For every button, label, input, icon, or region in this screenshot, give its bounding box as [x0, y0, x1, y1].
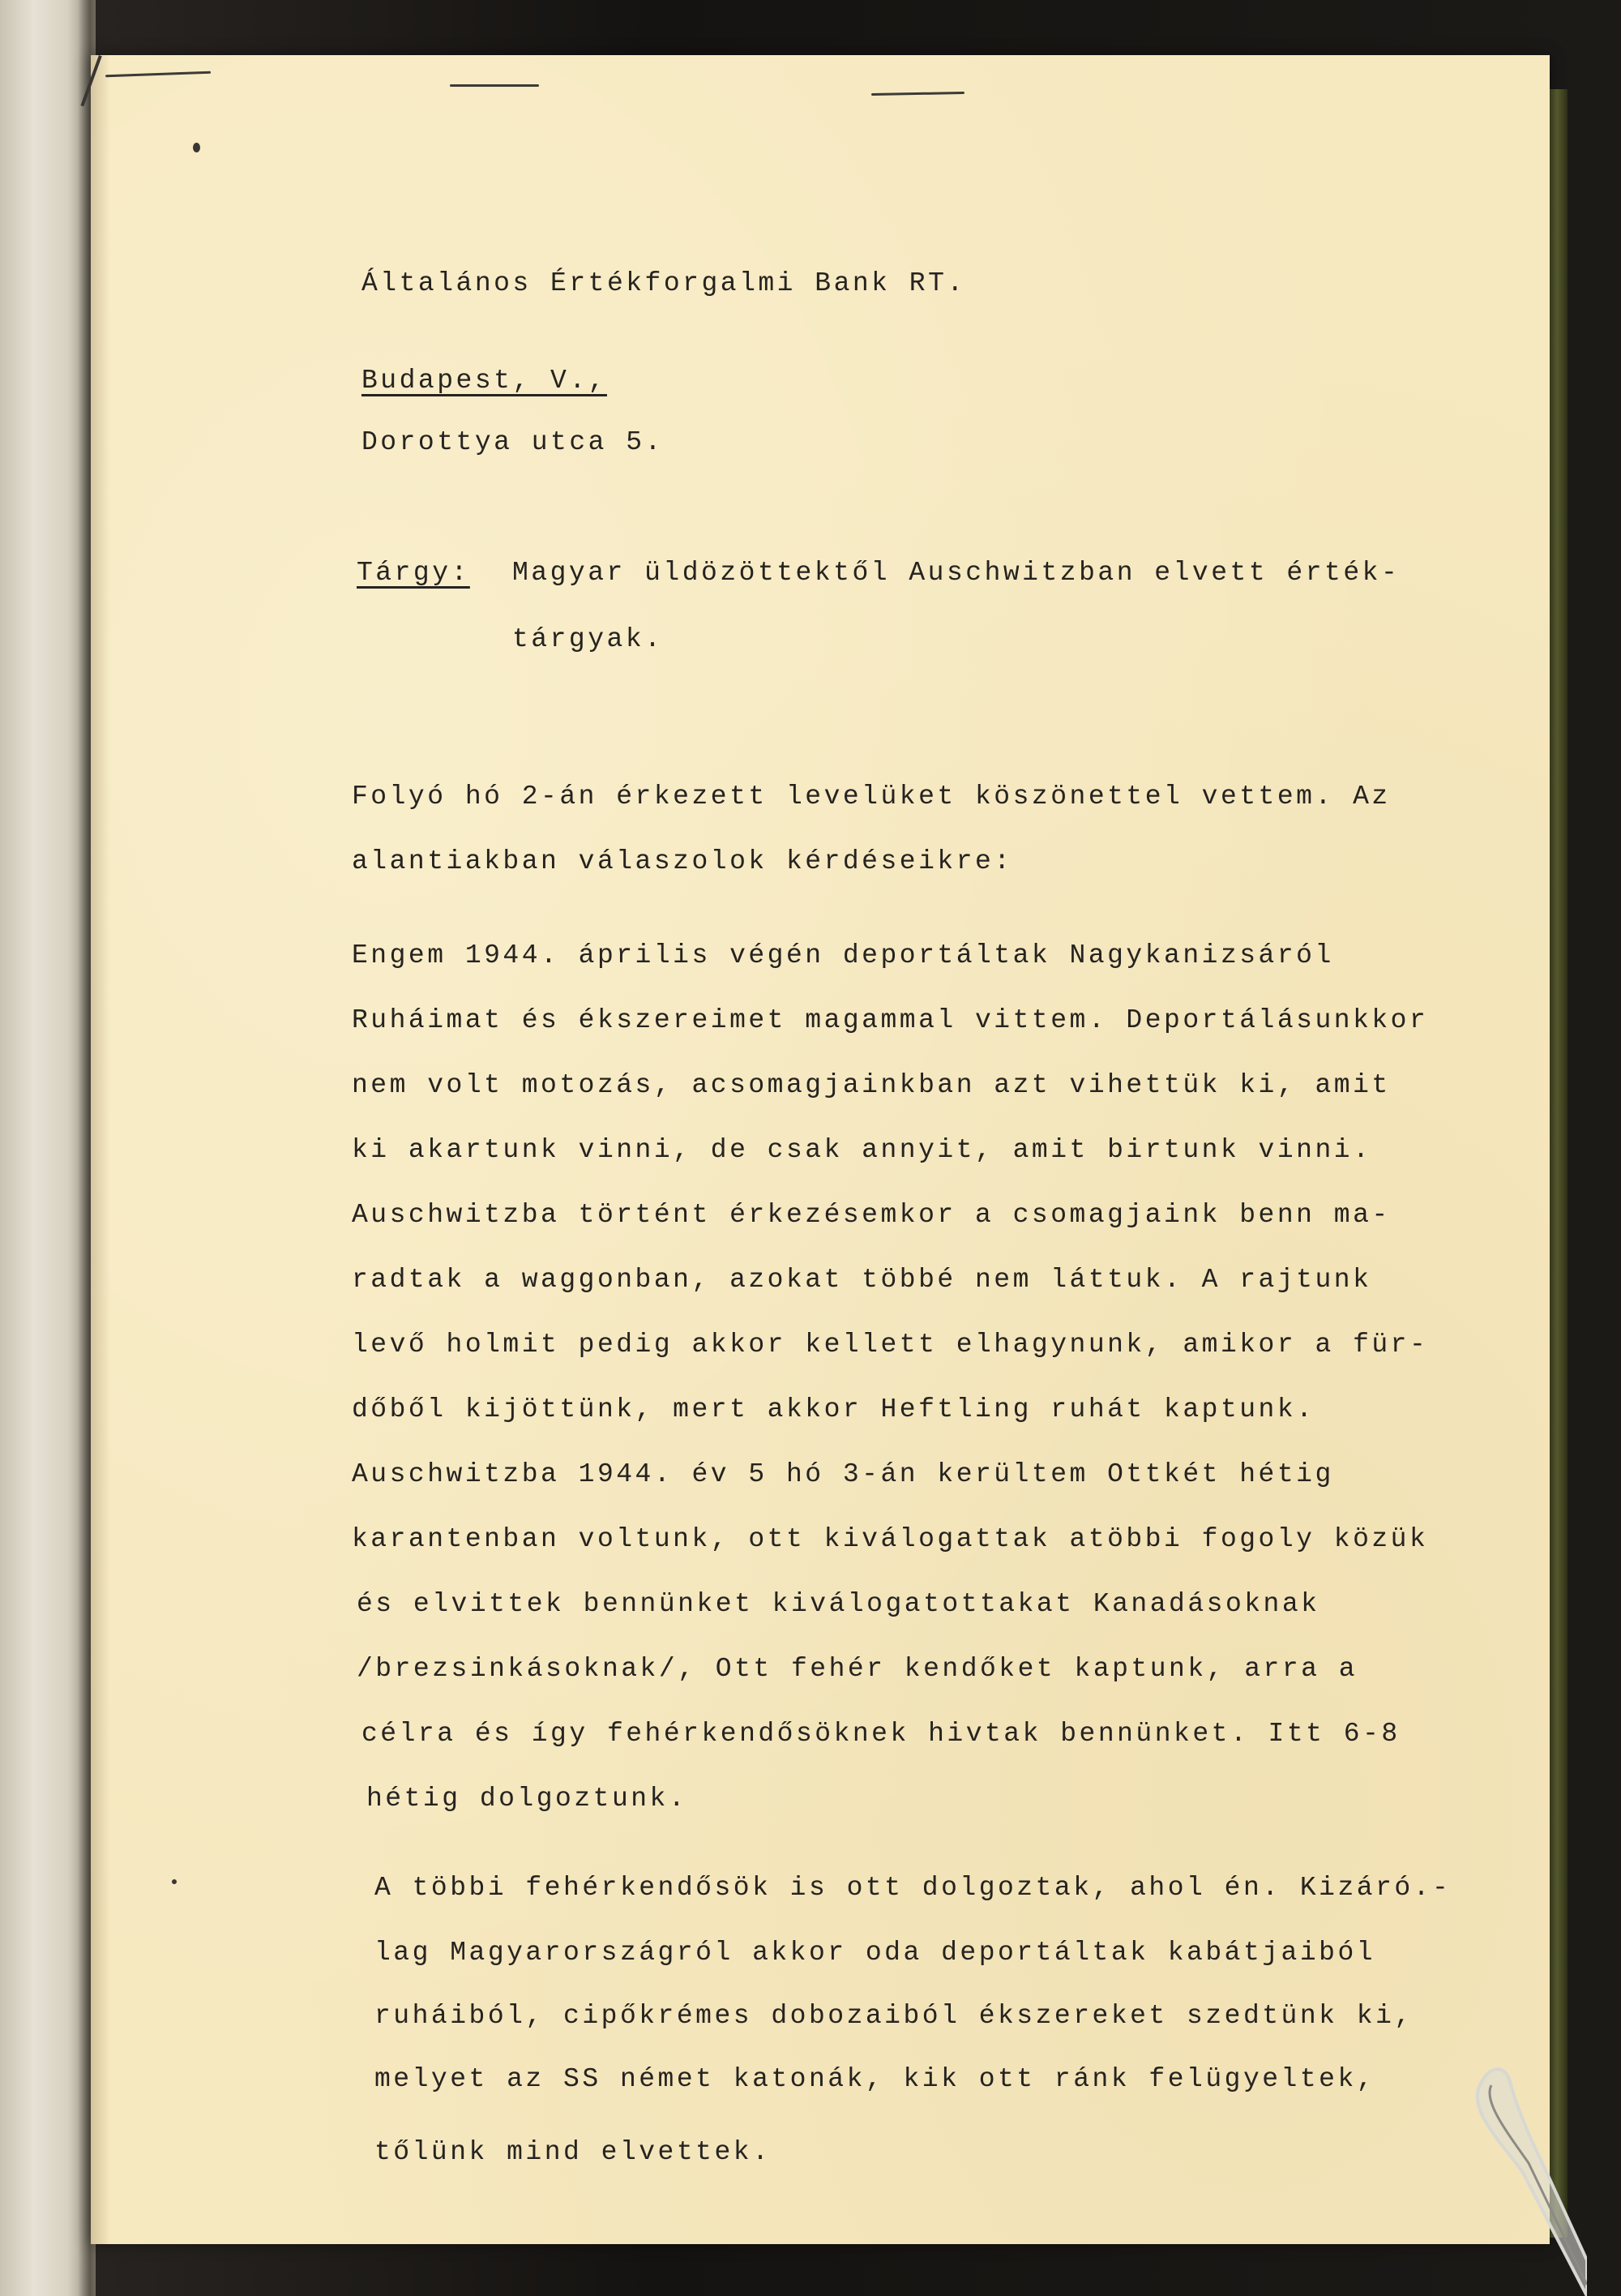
- paragraph-2-line: levő holmit pedig akkor kellett elhagynunk, amikor a für-: [352, 1330, 1429, 1360]
- ink-dot: [193, 143, 200, 152]
- page-fold-shadow: [91, 55, 110, 2244]
- subject-label: Tárgy:: [357, 558, 470, 588]
- recipient-street: Dorottya utca 5.: [361, 427, 664, 457]
- paragraph-3-line: melyet az SS német katonák, kik ott ránk felügyeltek,: [374, 2064, 1376, 2094]
- paragraph-2-line: Auschwitzba történt érkezésemkor a csomagjaink benn ma-: [352, 1200, 1391, 1230]
- paragraph-1-line: alantiakban válaszolok kérdéseikre:: [352, 846, 1013, 876]
- paragraph-2-line: Ruháimat és ékszereimet magammal vittem. Deportálásunkkor: [352, 1005, 1429, 1035]
- paragraph-3-line: A többi fehérkendősök is ott dolgoztak, ahol én. Kizáró.-: [374, 1873, 1452, 1903]
- paragraph-3-line: ruháiból, cipőkrémes dobozaiból ékszereket szedtünk ki,: [374, 2001, 1414, 2031]
- paragraph-3-line: tőlünk mind elvettek.: [374, 2137, 772, 2167]
- pen-mark-top-center: [450, 84, 539, 87]
- paper-clip-icon: [1465, 2050, 1587, 2296]
- paragraph-2-line: ki akartunk vinni, de csak annyit, amit birtunk vinni.: [352, 1135, 1372, 1165]
- paragraph-1-line: Folyó hó 2-án érkezett levelüket köszönettel vettem. Az: [352, 782, 1391, 812]
- paragraph-2-line: és elvittek bennünket kiválogatottakat Kanadásoknak: [357, 1589, 1320, 1619]
- recipient-company: Általános Értékforgalmi Bank RT.: [361, 268, 966, 298]
- paragraph-2-line: /brezsinkásoknak/, Ott fehér kendőket kaptunk, arra a: [357, 1654, 1358, 1684]
- ink-dot-small: [172, 1879, 177, 1884]
- paragraph-2-line: nem volt motozás, acsomagjainkban azt vihettük ki, amit: [352, 1070, 1391, 1100]
- paragraph-2-line: célra és így fehérkendősöknek hivtak bennünket. Itt 6-8: [361, 1719, 1401, 1749]
- paragraph-2-line: Auschwitzba 1944. év 5 hó 3-án kerültem Ottkét hétig: [352, 1459, 1334, 1489]
- paragraph-2-line: radtak a waggonban, azokat többé nem láttuk. A rajtunk: [352, 1265, 1372, 1295]
- subject-line-1: Magyar üldözöttektől Auschwitzban elvett érték-: [512, 558, 1401, 588]
- subject-line-2: tárgyak.: [512, 624, 664, 654]
- paragraph-2-line: karantenban voltunk, ott kiválogattak atöbbi fogoly közük: [352, 1524, 1429, 1554]
- paragraph-2-line: hétig dolgoztunk.: [366, 1784, 688, 1814]
- paragraph-2-line: Engem 1944. április végén deportáltak Nagykanizsáról: [352, 940, 1334, 970]
- recipient-city: Budapest, V.,: [361, 366, 607, 396]
- paragraph-3-line: lag Magyarországról akkor oda deportáltak kabátjaiból: [374, 1938, 1376, 1968]
- paragraph-2-line: dőből kijöttünk, mert akkor Heftling ruhát kaptunk.: [352, 1394, 1315, 1424]
